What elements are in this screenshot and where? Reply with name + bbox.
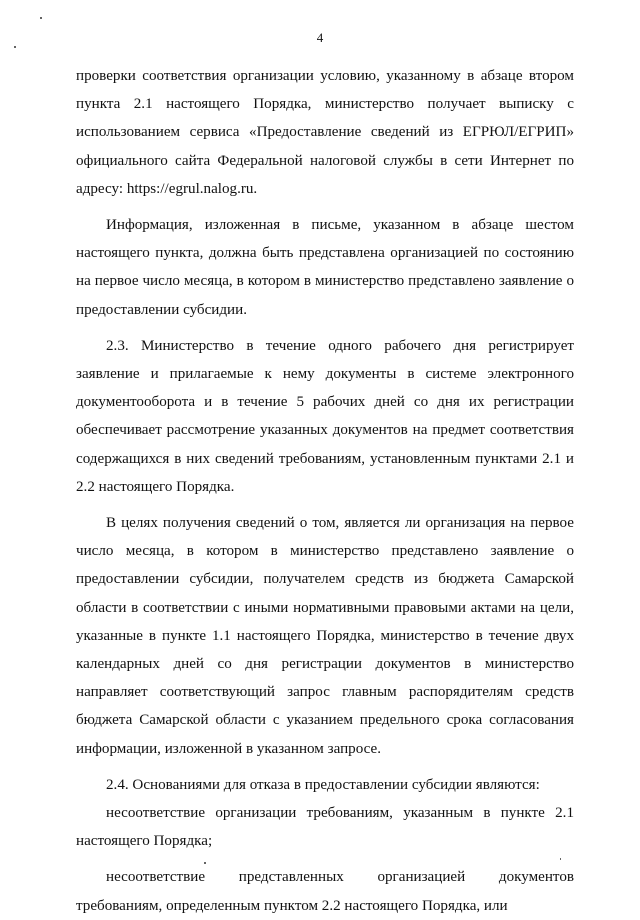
paragraph-4: В целях получения сведений о том, является ли организация на первое число месяца, в котором в министерство представлено заявление о предоставлении субсидии, получателем средств из бюджета Самарской области в соответствии с иными нормативными правовыми актами на цели, указанные в пункте 1.1 настоящего Порядка, министерство в течение двух календарных дней со дня регистрации документов в министерство направляет соответствующий запрос главным распорядителям средств бюджета Самарской области с указанием предельного срока согласования информации, изложенной в указанном запросе. — [76, 515, 574, 757]
scan-speck — [14, 46, 16, 48]
page-number: 4 — [316, 30, 324, 45]
scan-speck — [204, 862, 206, 864]
paragraph-3: 2.3. Министерство в течение одного рабочего дня регистрирует заявление и прилагаемые к нему документы в системе электронного документооборота и в течение 5 рабочих дней со дня их регистрации обеспечивает рассмотрение указанных документов на предмет соответствия содержащихся в них сведений требованиям, установленным пунктами 2.1 и 2.2 настоящего Порядка. — [76, 337, 574, 495]
paragraph-5: 2.4. Основаниями для отказа в предоставлении субсидии являются: — [106, 776, 540, 793]
paragraph-6: несоответствие организации требованиям, указанным в пункте 2.1 настоящего Порядка; — [76, 805, 574, 850]
paragraph-7: несоответствие представленных организацией документов требованиям, определенным пунктом 2.2 настоящего Порядка, или — [76, 869, 574, 914]
document-body — [76, 62, 574, 920]
paragraph-1: проверки соответствия организации условию, указанному в абзаце втором пункта 2.1 настоящего Порядка, министерство получает выписку с использованием сервиса «Предоставление сведений из ЕГРЮЛ/ЕГРИП» официального сайта Федеральной налоговой службы в сети Интернет по адресу: https://egrul.nalog.ru. — [76, 68, 574, 197]
paragraph-2: Информация, изложенная в письме, указанном в абзаце шестом настоящего пункта, должна быть представлена организацией по состоянию на первое число месяца, в котором в министерство представлено заявление о предоставлении субсидии. — [76, 217, 574, 318]
scan-speck — [40, 17, 42, 19]
scan-speck — [560, 858, 561, 860]
